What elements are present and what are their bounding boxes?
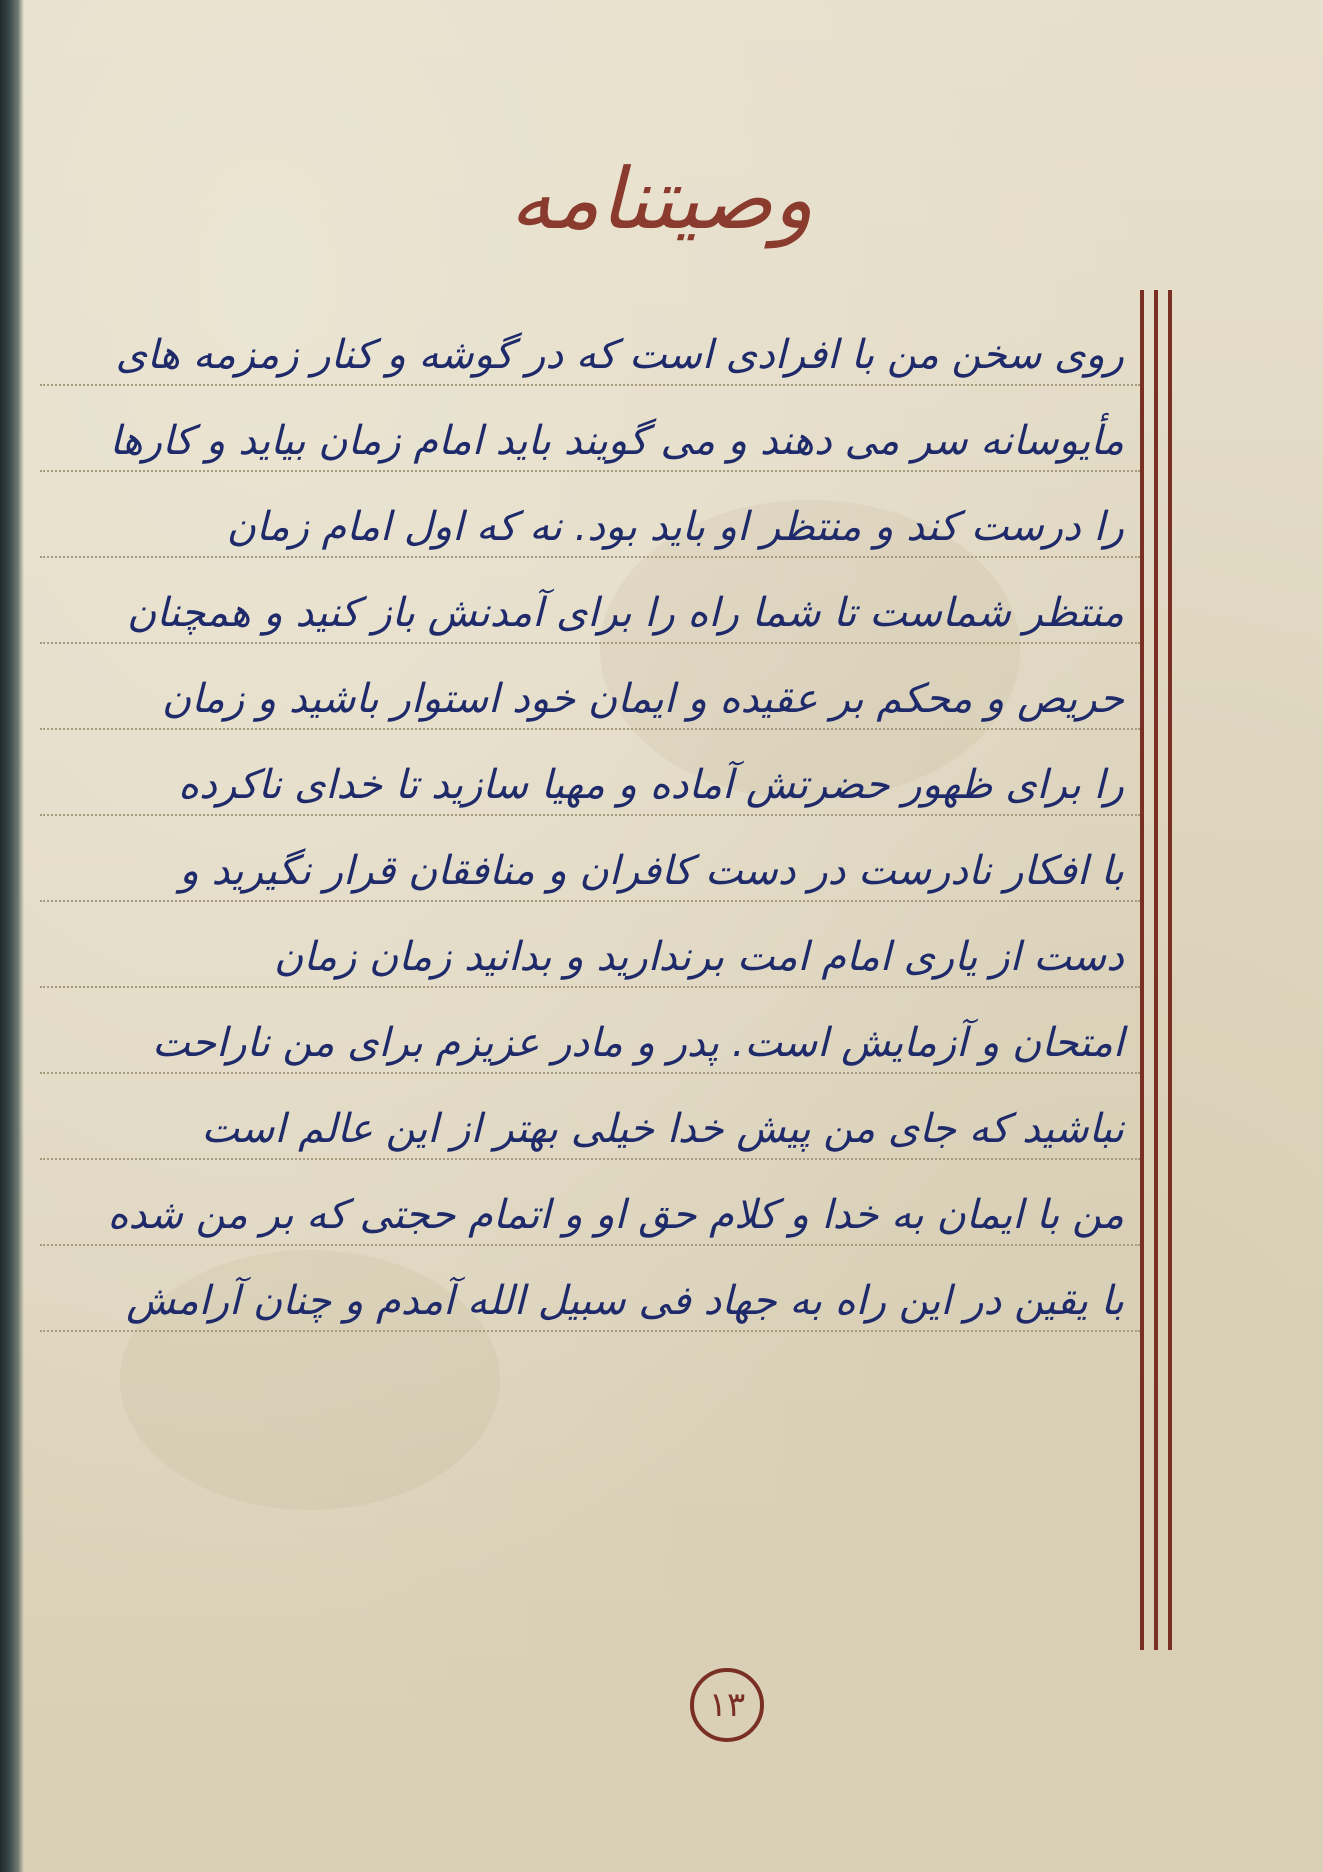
margin-rule-line <box>1168 290 1172 1650</box>
text-line <box>40 816 1140 902</box>
text-line <box>40 1160 1140 1246</box>
text-line-content: امتحان و آزمایش است. پدر و مادر عزیزم برای من ناراحت <box>152 1020 1124 1066</box>
text-line <box>40 1074 1140 1160</box>
margin-rules <box>1140 290 1180 1650</box>
text-line-content: با یقین در این راه به جهاد فی سبیل الله آمدم و چنان آرامش <box>126 1278 1124 1324</box>
notebook-binding <box>0 0 24 1872</box>
text-line-content: با افکار نادرست در دست کافران و منافقان قرار نگیرید و <box>179 848 1124 894</box>
page-number: ۱۳ <box>690 1668 764 1742</box>
text-line <box>40 988 1140 1074</box>
page-title: وصیتنامه <box>509 150 814 248</box>
handwritten-text-body <box>40 300 1140 1332</box>
text-line-content: را درست کند و منتظر او باید بود. نه که اول امام زمان <box>226 504 1124 550</box>
text-line-content: حریص و محکم بر عقیده و ایمان خود استوار باشید و زمان <box>161 676 1124 722</box>
margin-rule-line <box>1154 290 1158 1650</box>
text-line <box>40 644 1140 730</box>
text-line-content: من با ایمان به خدا و کلام حق او و اتمام حجتی که بر من شده <box>107 1192 1124 1238</box>
text-line <box>40 300 1140 386</box>
text-line <box>40 1246 1140 1332</box>
margin-rule-line <box>1140 290 1144 1650</box>
text-line <box>40 386 1140 472</box>
text-line-content: منتظر شماست تا شما راه را برای آمدنش باز کنید و همچنان <box>127 590 1124 636</box>
text-line-content: دست از یاری امام امت برندارید و بدانید زمان زمان <box>274 934 1124 980</box>
text-line-content: نباشید که جای من پیش خدا خیلی بهتر از این عالم است <box>201 1106 1124 1152</box>
text-line-content: مأیوسانه سر می دهند و می گویند باید امام زمان بیاید و کارها <box>109 418 1124 464</box>
text-line <box>40 472 1140 558</box>
text-line-content: را برای ظهور حضرتش آماده و مهیا سازید تا خدای ناکرده <box>178 762 1124 808</box>
text-line-content: روی سخن من با افرادی است که در گوشه و کنار زمزمه های <box>115 332 1124 378</box>
text-line <box>40 558 1140 644</box>
text-line <box>40 730 1140 816</box>
text-line <box>40 902 1140 988</box>
